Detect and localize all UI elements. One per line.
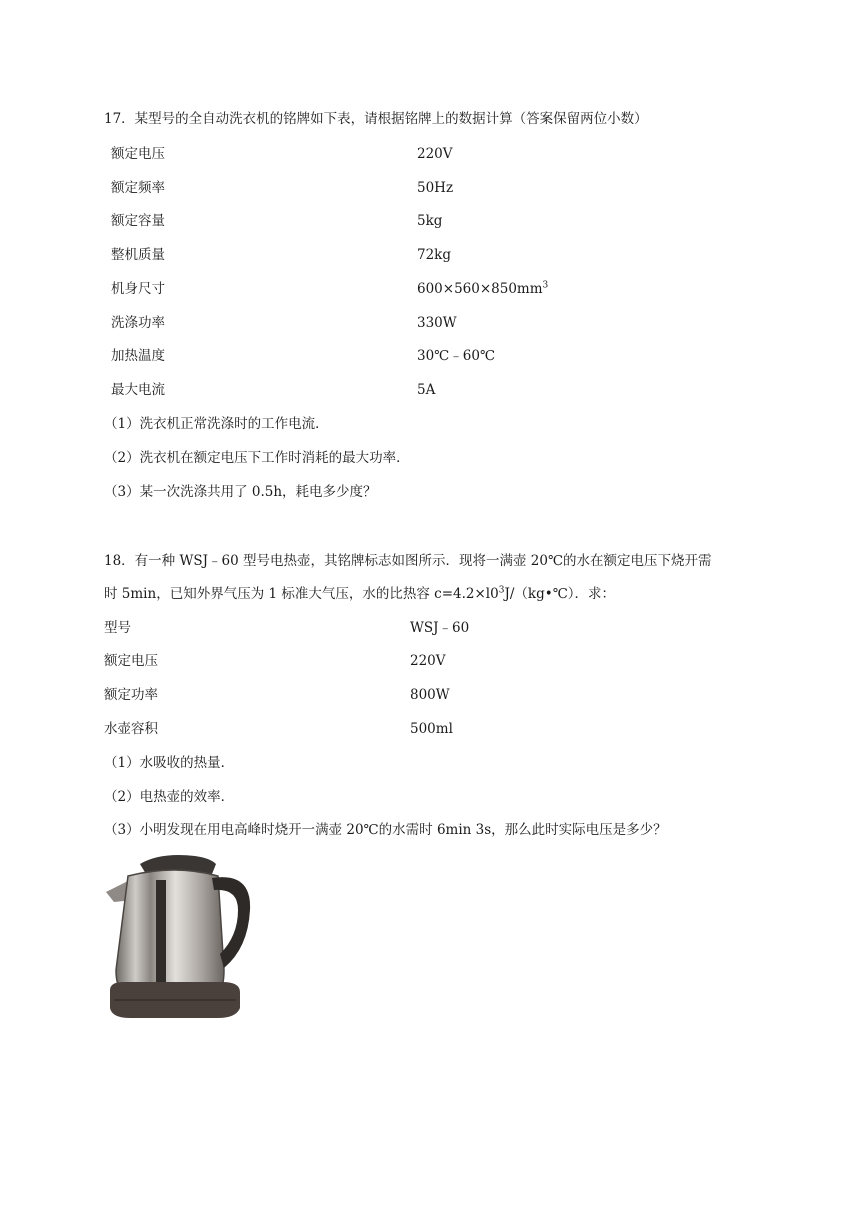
q17-row-label: 整机质量 (111, 247, 165, 263)
q17-row-value: 5A (417, 382, 436, 398)
q17-row-value: 330W (417, 315, 457, 331)
q17-row-label: 洗涤功率 (111, 315, 165, 331)
q17-row-value: 72kg (417, 247, 452, 263)
q18-subquestion-1: （1）水吸收的热量． (104, 755, 235, 771)
q17-row-value: 5kg (417, 213, 443, 229)
q17-row-label: 额定电压 (111, 146, 165, 162)
q17-dimension-exponent: 3 (542, 280, 549, 291)
q17-stem: 17．某型号的全自动洗衣机的铭牌如下表，请根据铭牌上的数据计算（答案保留两位小数） (104, 111, 648, 127)
q17-row-label: 额定容量 (111, 213, 165, 229)
q17-subquestion-2: （2）洗衣机在额定电压下工作时消耗的最大功率． (104, 450, 410, 466)
q17-row-value-with-exponent (417, 279, 548, 299)
q18-row-value: 220V (410, 653, 446, 669)
q18-subquestion-3: （3）小明发现在用电高峰时烧开一满壶 20℃的水需时 6min 3s，那么此时实际电压是多少？ (104, 822, 667, 838)
q18-stem-line1: 18．有一种 WSJ﹣60 型号电热壶，其铭牌标志如图所示．现将一满壶 20℃的水在额定电压下烧开需 (104, 553, 712, 569)
q18-row-label: 额定电压 (104, 653, 158, 669)
q18-row-label: 型号 (104, 620, 131, 636)
q17-dimension-value: 600×560×850mm (417, 281, 543, 297)
q18-row-value: WSJ﹣60 (410, 620, 470, 636)
q18-row-value: 800W (410, 687, 450, 703)
q17-row-label: 最大电流 (111, 382, 165, 398)
q18-stem-exponent: 3 (498, 585, 505, 596)
q18-subquestion-2: （2）电热壶的效率． (104, 789, 235, 805)
q17-row-value: 30℃﹣60℃ (417, 348, 496, 364)
q18-row-label: 水壶容积 (104, 721, 158, 737)
q18-row-label: 额定功率 (104, 687, 158, 703)
q17-row-label: 加热温度 (111, 348, 165, 364)
q17-row-label: 机身尺寸 (111, 281, 165, 297)
q18-row-value: 500ml (410, 721, 453, 737)
electric-kettle-illustration (100, 850, 258, 1022)
q17-row-label: 额定频率 (111, 180, 165, 196)
q17-subquestion-3: （3）某一次洗涤共用了 0.5h，耗电多少度？ (104, 484, 377, 500)
q18-stem-line2-a: 时 5min，已知外界气压为 1 标准大气压，水的比热容 c=4.2×l0 (104, 586, 499, 602)
q18-stem-line2 (104, 584, 615, 604)
q17-row-value: 50Hz (417, 180, 454, 196)
q17-row-value: 220V (417, 146, 453, 162)
q18-stem-line2-b: J/（kg•℃）．求： (504, 586, 616, 602)
q17-subquestion-1: （1）洗衣机正常洗涤时的工作电流． (104, 416, 329, 432)
